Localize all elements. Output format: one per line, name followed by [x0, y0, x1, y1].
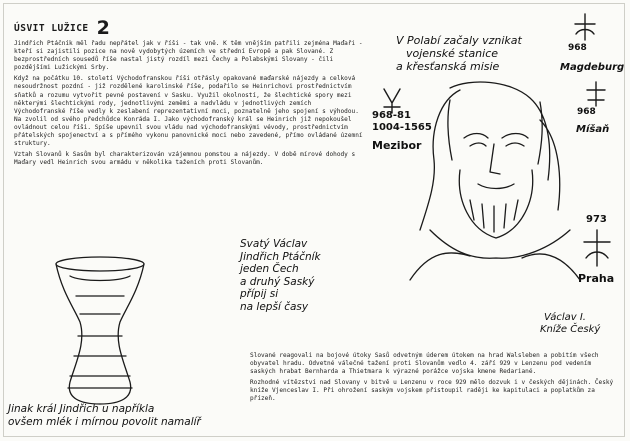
mezibor-label: Mezibor [372, 139, 422, 152]
bottom-text-block [250, 352, 618, 407]
portrait-sketch [390, 80, 590, 280]
title-text: ÚSVIT LUŽICE [14, 23, 89, 34]
toast-line-1: Svatý Václav [240, 238, 308, 250]
paragraph-revenge: Slované reagovali na bojové útoky Sasů odvetným úderem útokem na hrad Walsleben a pobitím všech obyvatel hradu. Odvetné válečné tažení proti Slovanům vedlo 4. září 929 v Lenzenu pod vedením saských hrabat Bernharda a Thietmara k výrazné porážce vojska kmene Redariané. [250, 352, 599, 376]
toast-line-5: přípij si [240, 288, 279, 300]
praha-label: Praha [578, 272, 615, 285]
paragraph-lenzen: Rozhodné vítězství nad Slovany v bitvě u Lenzenu v roce 929 mělo dozvuk i v českých dějinách. Český kníže Vjenceslav I. Při ohrožení saským vojskem přistoupil raději ke kapitulaci a poplatkům za přízeň. [250, 379, 614, 403]
polabi-line-2: vojenské stanice [406, 47, 499, 60]
vaclav-line-1: Václav I. [544, 312, 586, 323]
vaclav-line-2: Kníže Český [540, 324, 601, 335]
jinak-line-1: Jinak král Jindřich u napříkla [8, 403, 155, 415]
left-text-block [14, 40, 366, 170]
misan-symbol-icon [582, 80, 610, 108]
paragraph-intro: Jindřich Ptáčník měl řadu nepřátel jak v říši - tak vně. K těm vnějším patřili zejména Maďaři - kteří si zajistili pozice na nově vydobytých územích ve střední Evropě a pak Slované. Z bezprostředních sousedů říše nastal jistý rozdíl mezi Čechy a Polabskými Slovany - čili pozdějšími Lužickými Srby. [14, 40, 363, 72]
vase-sketch [40, 252, 160, 412]
page-title [14, 14, 111, 39]
toast-annotation [240, 238, 321, 313]
magdeburg-label: Magdeburg [560, 62, 625, 73]
mezibor-year-1: 968-81 [372, 110, 411, 121]
toast-line-6: na lepší časy [240, 300, 309, 313]
vaclav-annotation [540, 312, 600, 336]
polabi-annotation [396, 34, 522, 73]
paragraph-slavs: Vztah Slovanů k Sasům byl charakterizován vzájemnou pomstou a nájezdy. V době mírové dohody s Maďary vedl Heinrich svou armádu v několika taženích proti Slovanům. [14, 151, 356, 167]
toast-line-4: a druhý Saský [240, 275, 315, 288]
mezibor-symbol-icon [378, 85, 408, 115]
toast-line-3: jeden Čech [240, 263, 299, 275]
title-number: 2 [96, 17, 111, 39]
praha-year: 973 [586, 214, 607, 225]
magdeburg-symbol-icon [570, 12, 600, 42]
misan-year: 968 [577, 107, 596, 117]
polabi-line-3: a křesťanská misie [396, 60, 500, 73]
paragraph-heinrich: Když na počátku 10. století Východofranskou říši otřásly opakované maďarské nájezdy a celková nesoudržnost pozdní - již rozdělené karolinské říše, podařilo se Heinrichovi prostřednictvím sňatků a rozumu vytvořit pevné postavení v Sasku. Využil okolností, že šlechtické spory mezi některými šlechtickými rody, jednotlivými zeměmi a nadvládu v jednotlivých zemích Východofranské říše vedly k zeslabení reprezentativní moci, poznatelně jeho spojení s výhodou. Na zvolil od svého předchůdce Konráda I. Jako východofranský král se Heinrich již nepokoušel ovládnout celou říši. Spíše upevnil svou vládu nad východofranskými vévody, prostřednictvím přátelských spojenectví a s přímého vykonu panovnické moci nebo zavedené, přímo ovládané územní struktury. [14, 75, 363, 148]
toast-line-2: Jindřich Ptáčník [240, 250, 321, 263]
jinak-line-2: ovšem mlék i mírnou povolit namalíř [8, 416, 201, 428]
misan-label: Míšaň [576, 124, 610, 135]
polabi-line-1: V Polabí začaly vznikat [396, 34, 522, 47]
mezibor-year-2: 1004-1565 [372, 122, 432, 133]
magdeburg-year: 968 [568, 43, 587, 53]
praha-symbol-icon [580, 228, 614, 268]
